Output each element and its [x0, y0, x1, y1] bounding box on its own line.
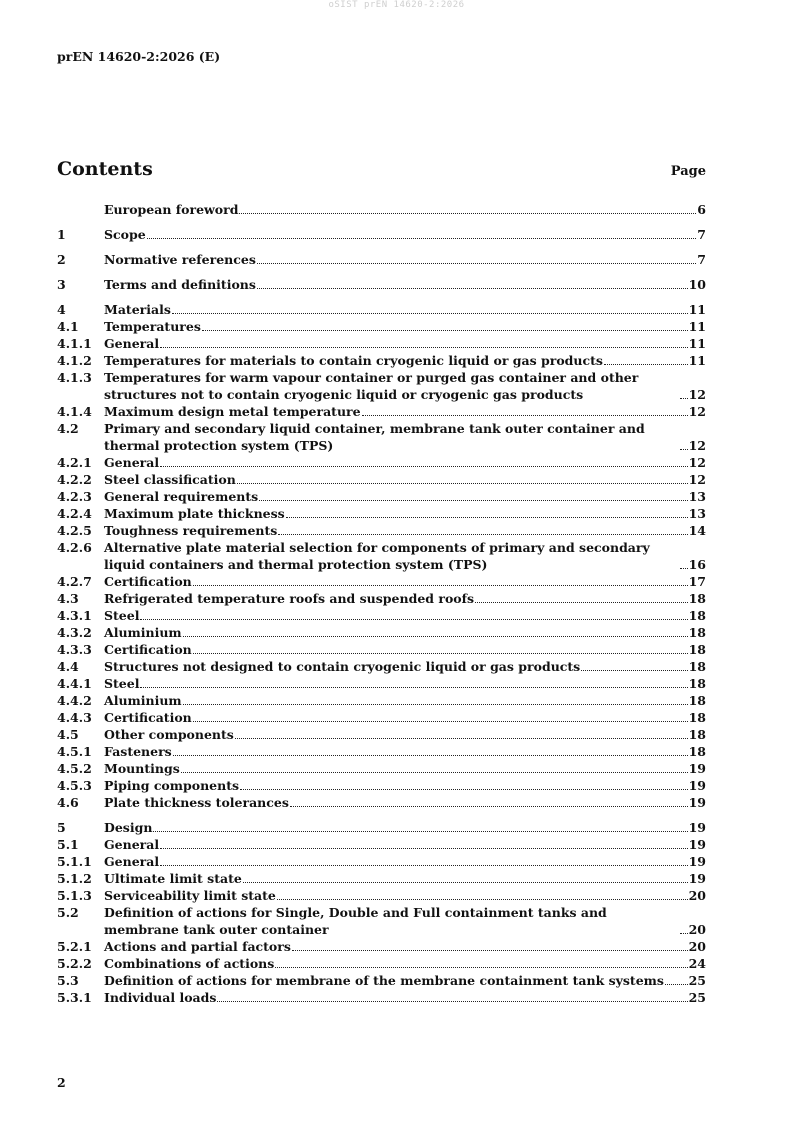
- toc-dot-leader: [153, 830, 687, 832]
- page-column-label: Page: [670, 164, 706, 179]
- toc-entry[interactable]: [57, 870, 706, 887]
- toc-dot-leader: [275, 966, 687, 968]
- toc-dot-leader: [140, 618, 687, 620]
- toc-entry-page: 11: [688, 319, 706, 334]
- toc-entry-page: 7: [697, 252, 706, 267]
- toc-entry-number: 4.5.3: [57, 778, 92, 793]
- toc-entry-title: Definition of actions for Single, Double and Full containment tanks and membrane tank outer container: [104, 905, 607, 937]
- toc-entry[interactable]: [57, 369, 706, 403]
- toc-entry-page: 14: [688, 523, 706, 538]
- toc-entry-body: [104, 641, 706, 658]
- toc-entry[interactable]: [57, 777, 706, 794]
- toc-dot-leader: [362, 414, 688, 416]
- toc-dot-leader: [239, 212, 696, 214]
- toc-entry-page: 12: [688, 404, 706, 419]
- toc-entry-title: Piping components: [104, 778, 240, 793]
- toc-dot-leader: [147, 237, 697, 239]
- toc-entry-title: Structures not designed to contain cryogenic liquid or gas products: [104, 659, 581, 674]
- toc-entry-body: [104, 836, 706, 853]
- toc-entry-title: General: [104, 854, 160, 869]
- toc-entry[interactable]: [57, 819, 706, 836]
- toc-entry-title: Combinations of actions: [104, 956, 275, 971]
- toc-entry-number: 4.3.3: [57, 642, 92, 657]
- toc-entry-number: 4: [57, 302, 66, 317]
- toc-entry-number: 5.2.2: [57, 956, 92, 971]
- toc-entry-number: 4.1.4: [57, 404, 92, 419]
- toc-entry-page: 20: [688, 922, 706, 937]
- toc-entry-page: 19: [688, 795, 706, 810]
- toc-entry-body: [104, 938, 706, 955]
- toc-entry-body: [104, 352, 706, 369]
- contents-heading: [57, 158, 706, 180]
- toc-entry-body: [104, 675, 706, 692]
- toc-entry-body: [104, 539, 706, 573]
- toc-entry[interactable]: [57, 989, 706, 1006]
- toc-entry-page: 12: [688, 387, 706, 402]
- toc-dot-leader: [475, 601, 688, 603]
- toc-entry-page: 19: [688, 837, 706, 852]
- toc-entry-page: 12: [688, 438, 706, 453]
- toc-entry[interactable]: [57, 251, 706, 268]
- toc-entry-number: 5.1.3: [57, 888, 92, 903]
- toc-entry-number: 2: [57, 252, 66, 267]
- toc-entry-number: 4.5.1: [57, 744, 92, 759]
- document-id: prEN 14620-2:2026 (E): [57, 49, 221, 64]
- toc-entry-body: [104, 276, 706, 293]
- toc-entry[interactable]: [57, 675, 706, 692]
- toc-dot-leader: [160, 465, 687, 467]
- toc-entry-body: [104, 454, 706, 471]
- toc-dot-leader: [292, 949, 688, 951]
- toc-entry-number: 5.3.1: [57, 990, 92, 1005]
- toc-entry[interactable]: [57, 607, 706, 624]
- toc-entry[interactable]: [57, 887, 706, 904]
- toc-entry-body: [104, 794, 706, 811]
- toc-entry-body: [104, 624, 706, 641]
- toc-entry-body: [104, 607, 706, 624]
- toc-entry-number: 5.3: [57, 973, 79, 988]
- toc-entry-title: Certification: [104, 574, 192, 589]
- toc-dot-leader: [173, 754, 688, 756]
- toc-entry-title: Certification: [104, 642, 192, 657]
- toc-entry-page: 18: [688, 693, 706, 708]
- toc-dot-leader: [290, 805, 688, 807]
- toc-entry-title: Temperatures: [104, 319, 201, 334]
- toc-entry-title: Aluminium: [104, 625, 182, 640]
- toc-entry-number: 4.3: [57, 591, 79, 606]
- toc-dot-leader: [181, 771, 688, 773]
- toc-entry-page: 19: [688, 871, 706, 886]
- toc-entry-page: 25: [688, 990, 706, 1005]
- toc-entry-body: [104, 369, 706, 403]
- toc-dot-leader: [193, 652, 688, 654]
- toc-entry-page: 6: [697, 202, 706, 217]
- toc-entry[interactable]: [57, 658, 706, 675]
- toc-dot-leader: [235, 737, 688, 739]
- toc-entry-body: [104, 955, 706, 972]
- toc-entry[interactable]: [57, 641, 706, 658]
- toc-entry-body: [104, 777, 706, 794]
- toc-entry-title: Alternative plate material selection for components of primary and secondary liquid containers and thermal protection system (TPS): [104, 540, 650, 572]
- watermark: oSIST prEN 14620-2:2026: [328, 0, 465, 10]
- toc-entry-body: [104, 904, 706, 938]
- toc-entry[interactable]: [57, 505, 706, 522]
- toc-dot-leader: [240, 788, 688, 790]
- toc-dot-leader: [183, 703, 688, 705]
- toc-entry-title: Steel: [104, 676, 140, 691]
- toc-entry-page: 20: [688, 939, 706, 954]
- toc-entry-body: [104, 301, 706, 318]
- toc-entry-number: 4.3.2: [57, 625, 92, 640]
- toc-dot-leader: [217, 1000, 687, 1002]
- toc-entry-number: 4.4: [57, 659, 79, 674]
- toc-entry-body: [104, 573, 706, 590]
- toc-entry-page: 16: [688, 557, 706, 572]
- toc-entry-page: 11: [688, 336, 706, 351]
- toc-entry-body: [104, 590, 706, 607]
- toc-dot-leader: [286, 516, 688, 518]
- toc-entry-body: [104, 420, 706, 454]
- toc-entry-title: Temperatures for warm vapour container or purged gas container and other structures not to contain cryogenic liquid or cryogenic gas products: [104, 370, 639, 402]
- toc-entry-number: 4.2.3: [57, 489, 92, 504]
- toc-entry[interactable]: [57, 726, 706, 743]
- toc-entry-number: 4.5.2: [57, 761, 92, 776]
- toc-entry-page: 18: [688, 676, 706, 691]
- toc-entry-page: 13: [688, 489, 706, 504]
- toc-entry[interactable]: [57, 904, 706, 938]
- toc-entry[interactable]: [57, 955, 706, 972]
- toc-entry-title: Mountings: [104, 761, 180, 776]
- toc-entry-title: Terms and definitions: [104, 277, 256, 292]
- toc-entry-title: Plate thickness tolerances: [104, 795, 289, 810]
- toc-dot-leader: [202, 329, 688, 331]
- toc-dot-leader: [259, 499, 687, 501]
- toc-dot-leader: [604, 363, 688, 365]
- toc-entry-title: European foreword: [104, 202, 239, 217]
- toc-entry-number: 4.5: [57, 727, 79, 742]
- toc-entry-title: Definition of actions for membrane of the membrane containment tank systems: [104, 973, 664, 988]
- toc-entry[interactable]: [57, 318, 706, 335]
- toc-entry-body: [104, 709, 706, 726]
- toc-entry-title: General: [104, 837, 160, 852]
- toc-entry-page: 12: [688, 472, 706, 487]
- toc-entry-body: [104, 853, 706, 870]
- contents-title: Contents: [57, 158, 153, 180]
- toc-entry-title: Normative references: [104, 252, 256, 267]
- toc-entry-title: Actions and partial factors: [104, 939, 291, 954]
- toc-entry-number: 4.4.1: [57, 676, 92, 691]
- toc-entry-body: [104, 819, 706, 836]
- toc-entry[interactable]: [57, 276, 706, 293]
- toc-dot-leader: [665, 983, 688, 985]
- toc-entry[interactable]: [57, 624, 706, 641]
- toc-entry[interactable]: [57, 352, 706, 369]
- toc-entry-title: General: [104, 455, 160, 470]
- toc-entry-title: Aluminium: [104, 693, 182, 708]
- toc-entry-number: 4.3.1: [57, 608, 92, 623]
- toc-entry-page: 20: [688, 888, 706, 903]
- toc-entry-body: [104, 887, 706, 904]
- toc-entry[interactable]: [57, 201, 706, 218]
- toc-entry[interactable]: [57, 743, 706, 760]
- toc-entry-body: [104, 522, 706, 539]
- toc-entry-body: [104, 989, 706, 1006]
- toc-entry-body: [104, 760, 706, 777]
- toc-entry-number: 5.1.1: [57, 854, 92, 869]
- toc-entry-page: 11: [688, 302, 706, 317]
- toc-entry-page: 18: [688, 710, 706, 725]
- toc-entry-body: [104, 658, 706, 675]
- toc-entry[interactable]: [57, 794, 706, 811]
- toc-entry-page: 19: [688, 854, 706, 869]
- toc-entry-page: 18: [688, 727, 706, 742]
- toc-entry-number: 4.1: [57, 319, 79, 334]
- toc-entry-title: Refrigerated temperature roofs and suspended roofs: [104, 591, 475, 606]
- toc-entry-body: [104, 318, 706, 335]
- toc-entry[interactable]: [57, 709, 706, 726]
- toc-entry-body: [104, 505, 706, 522]
- toc-entry-number: 4.4.2: [57, 693, 92, 708]
- toc-entry-page: 12: [688, 455, 706, 470]
- toc-entry-title: Steel: [104, 608, 140, 623]
- toc-entry-title: General requirements: [104, 489, 259, 504]
- toc-entry-page: 18: [688, 608, 706, 623]
- toc-entry-title: Certification: [104, 710, 192, 725]
- toc-entry-number: 4.2.6: [57, 540, 92, 555]
- toc-entry-page: 19: [688, 778, 706, 793]
- toc-entry-title: Individual loads: [104, 990, 217, 1005]
- toc-entry[interactable]: [57, 590, 706, 607]
- toc-entry[interactable]: [57, 420, 706, 454]
- toc-entry-number: 1: [57, 227, 66, 242]
- toc-entry[interactable]: [57, 471, 706, 488]
- toc-dot-leader: [257, 262, 696, 264]
- toc-entry-title: Other components: [104, 727, 234, 742]
- toc-entry-body: [104, 471, 706, 488]
- toc-entry[interactable]: [57, 522, 706, 539]
- toc-dot-leader: [680, 932, 688, 934]
- toc-entry-number: 4.1.3: [57, 370, 92, 385]
- toc-entry-body: [104, 692, 706, 709]
- toc-dot-leader: [278, 533, 687, 535]
- toc-entry-body: [104, 743, 706, 760]
- toc-entry-page: 18: [688, 642, 706, 657]
- toc-entry[interactable]: [57, 760, 706, 777]
- toc-dot-leader: [243, 881, 688, 883]
- toc-entry[interactable]: [57, 972, 706, 989]
- toc-dot-leader: [237, 482, 688, 484]
- toc-dot-leader: [160, 346, 687, 348]
- toc-entry-number: 5.1: [57, 837, 79, 852]
- toc-dot-leader: [172, 312, 688, 314]
- toc-dot-leader: [581, 669, 687, 671]
- toc-entry-number: 4.6: [57, 795, 79, 810]
- toc-entry-body: [104, 488, 706, 505]
- toc-entry[interactable]: [57, 226, 706, 243]
- toc-entry-number: 4.4.3: [57, 710, 92, 725]
- page-number: 2: [57, 1075, 66, 1090]
- toc-entry-body: [104, 403, 706, 420]
- toc-entry-title: Serviceability limit state: [104, 888, 276, 903]
- toc-entry-number: 5.2.1: [57, 939, 92, 954]
- toc-entry-page: 18: [688, 744, 706, 759]
- toc-entry-number: 4.2: [57, 421, 79, 436]
- toc-entry-number: 4.1.1: [57, 336, 92, 351]
- toc-entry-number: 5: [57, 820, 66, 835]
- toc-entry-title: Temperatures for materials to contain cryogenic liquid or gas products: [104, 353, 603, 368]
- toc-entry-page: 19: [688, 761, 706, 776]
- toc-entry-body: [104, 201, 706, 218]
- toc-entry-number: 4.2.1: [57, 455, 92, 470]
- toc-entry-body: [104, 972, 706, 989]
- toc-entry-page: 13: [688, 506, 706, 521]
- toc-entry-title: Maximum plate thickness: [104, 506, 285, 521]
- toc-entry-number: 4.2.4: [57, 506, 92, 521]
- toc-entry-title: Materials: [104, 302, 171, 317]
- toc-entry-body: [104, 335, 706, 352]
- toc-entry-page: 10: [688, 277, 706, 292]
- toc-entry[interactable]: [57, 573, 706, 590]
- toc-entry-page: 25: [688, 973, 706, 988]
- toc-entry-body: [104, 870, 706, 887]
- toc-entry[interactable]: [57, 853, 706, 870]
- toc-entry-body: [104, 726, 706, 743]
- toc-entry-body: [104, 226, 706, 243]
- toc-entry-number: 5.2: [57, 905, 79, 920]
- toc-entry[interactable]: [57, 938, 706, 955]
- toc-entry-number: 4.2.2: [57, 472, 92, 487]
- toc-dot-leader: [160, 864, 687, 866]
- toc-dot-leader: [680, 448, 688, 450]
- toc-entry-page: 7: [697, 227, 706, 242]
- toc-dot-leader: [193, 584, 688, 586]
- toc-entry[interactable]: [57, 488, 706, 505]
- toc-entry-title: Maximum design metal temperature: [104, 404, 361, 419]
- toc-dot-leader: [277, 898, 688, 900]
- toc-entry-number: 5.1.2: [57, 871, 92, 886]
- toc-dot-leader: [160, 847, 687, 849]
- toc-entry-number: 4.2.5: [57, 523, 92, 538]
- toc-dot-leader: [140, 686, 687, 688]
- toc-entry[interactable]: [57, 539, 706, 573]
- toc-entry-page: 18: [688, 591, 706, 606]
- toc-entry[interactable]: [57, 403, 706, 420]
- toc-entry-page: 17: [688, 574, 706, 589]
- table-of-contents: [57, 201, 706, 1006]
- toc-dot-leader: [193, 720, 688, 722]
- toc-entry[interactable]: [57, 692, 706, 709]
- toc-dot-leader: [680, 397, 688, 399]
- toc-entry-title: Ultimate limit state: [104, 871, 242, 886]
- toc-entry-page: 18: [688, 659, 706, 674]
- toc-entry[interactable]: [57, 454, 706, 471]
- toc-entry-title: Design: [104, 820, 153, 835]
- toc-entry[interactable]: [57, 301, 706, 318]
- toc-entry-title: Primary and secondary liquid container, membrane tank outer container and thermal protection system (TPS): [104, 421, 645, 453]
- toc-entry-body: [104, 251, 706, 268]
- toc-entry[interactable]: [57, 335, 706, 352]
- toc-entry-title: General: [104, 336, 160, 351]
- toc-entry[interactable]: [57, 836, 706, 853]
- toc-dot-leader: [183, 635, 688, 637]
- toc-entry-page: 11: [688, 353, 706, 368]
- toc-entry-title: Scope: [104, 227, 146, 242]
- toc-entry-page: 18: [688, 625, 706, 640]
- toc-entry-page: 19: [688, 820, 706, 835]
- toc-entry-title: Steel classification: [104, 472, 236, 487]
- toc-entry-number: 4.1.2: [57, 353, 92, 368]
- toc-entry-title: Fasteners: [104, 744, 172, 759]
- toc-entry-page: 24: [688, 956, 706, 971]
- toc-entry-number: 4.2.7: [57, 574, 92, 589]
- toc-entry-number: 3: [57, 277, 66, 292]
- toc-entry-title: Toughness requirements: [104, 523, 278, 538]
- toc-dot-leader: [680, 567, 688, 569]
- toc-dot-leader: [257, 287, 688, 289]
